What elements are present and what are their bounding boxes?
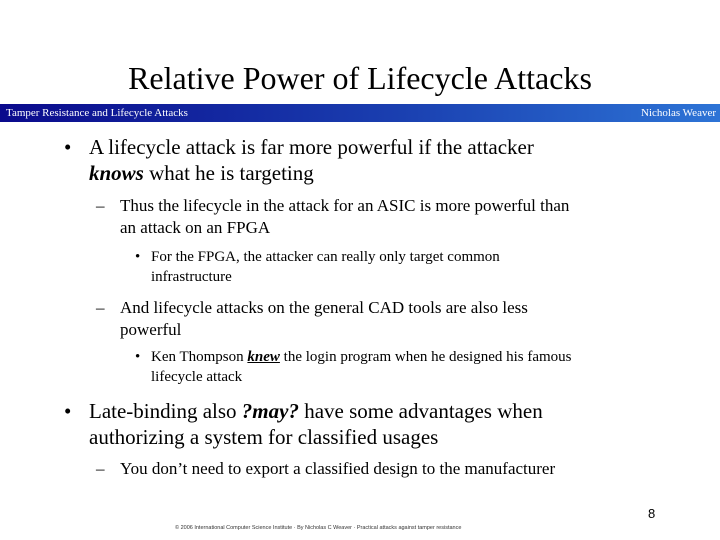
sub-bullet-item [96, 195, 570, 239]
sub-bullet-item [96, 458, 556, 480]
sub-sub-bullet-item [135, 347, 572, 387]
bullet-text: what he is targeting [143, 161, 314, 185]
bullet-line: infrastructure [151, 269, 232, 285]
header-bar [0, 104, 720, 122]
bullet-text: have some advantages when [298, 399, 543, 423]
dash-mark: – [96, 298, 105, 317]
bullet-line [89, 160, 534, 186]
header-left-text: Tamper Resistance and Lifecycle Attacks [6, 107, 188, 119]
bullet-mark: • [64, 135, 72, 159]
bullet-line: authorizing a system for classified usages [89, 425, 439, 449]
dash-mark: – [96, 196, 105, 215]
dash-mark: – [96, 459, 105, 478]
bullet-line: A lifecycle attack is far more powerful if the attacker [89, 135, 534, 159]
bullet-line: And lifecycle attacks on the general CAD tools are also less [120, 298, 528, 317]
bullet-text: Ken Thompson [151, 349, 248, 365]
bullet-text: the login program when he designed his famous [279, 349, 572, 365]
bullet-line: You don’t need to export a classified design to the manufacturer [120, 459, 556, 478]
sub-sub-bullet-item [135, 247, 500, 287]
bullet-mark: • [64, 399, 72, 423]
bullet-line [89, 398, 543, 424]
bullet-line: lifecycle attack [151, 369, 243, 385]
bullet-mark: • [135, 349, 141, 365]
footer-text: © 2006 International Computer Science Institute · By Nicholas C Weaver · Practical attacks against tamper resistance [175, 525, 462, 531]
bullet-line: For the FPGA, the attacker can really only target common [151, 249, 500, 265]
bullet-item [64, 398, 543, 450]
emphasis-text: knew [247, 349, 280, 365]
bullet-line: an attack on an FPGA [120, 218, 271, 237]
bullet-line: powerful [120, 320, 182, 339]
bullet-mark: • [135, 249, 141, 265]
sub-bullet-item [96, 297, 528, 341]
emphasis-text: knows [89, 161, 144, 185]
bullet-text: Late-binding also [89, 399, 242, 423]
bullet-line [151, 347, 572, 367]
slide-title: Relative Power of Lifecycle Attacks [128, 60, 592, 96]
bullet-line: Thus the lifecycle in the attack for an ASIC is more powerful than [120, 196, 570, 215]
bullet-item [64, 134, 534, 186]
emphasis-text: ?may? [241, 399, 299, 423]
header-right-text: Nicholas Weaver [641, 107, 716, 119]
page-number: 8 [648, 506, 656, 521]
